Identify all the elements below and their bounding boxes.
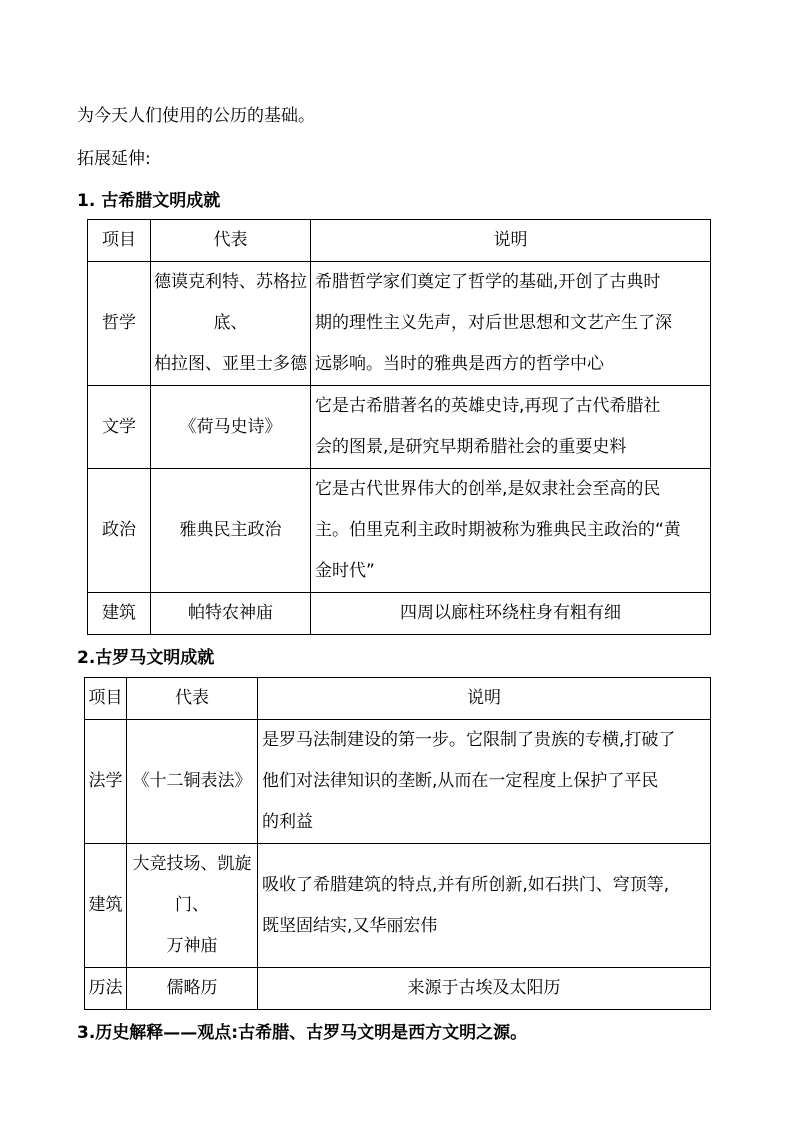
rep-line: 《荷马史诗》 bbox=[179, 416, 282, 437]
row-desc bbox=[311, 469, 711, 593]
desc-line: 四周以廊柱环绕柱身有粗有细 bbox=[400, 603, 621, 623]
desc-line: 期的理性主义先声，对后世思想和文艺产生了深 bbox=[315, 313, 672, 333]
table-header-row bbox=[88, 220, 711, 262]
rep-line: 柏拉图、亚里士多德 bbox=[154, 354, 307, 374]
row-desc bbox=[258, 968, 711, 1010]
row-item: 哲学 bbox=[88, 262, 151, 386]
table-row bbox=[88, 386, 711, 469]
table-row bbox=[88, 469, 711, 593]
rep-line: 底、 bbox=[213, 313, 248, 333]
expand-label: 拓展延伸: bbox=[77, 149, 151, 169]
row-desc bbox=[311, 386, 711, 469]
desc-line: 主。伯里克利主政时期被称为雅典民主政治的“黄 bbox=[315, 520, 681, 540]
rep-line: 雅典民主政治 bbox=[179, 520, 282, 540]
rep-line: 帕特农神庙 bbox=[188, 603, 273, 623]
row-rep bbox=[151, 386, 311, 469]
greek-achievements-table bbox=[87, 219, 711, 635]
row-item: 历法 bbox=[85, 968, 127, 1010]
section1-title: 1. 古希腊文明成就 bbox=[77, 191, 221, 211]
rep-line: 门、 bbox=[175, 895, 209, 915]
row-item: 建筑 bbox=[85, 844, 127, 968]
header-item: 项目 bbox=[85, 678, 127, 720]
rep-line: 儒略历 bbox=[166, 978, 218, 998]
row-item: 建筑 bbox=[88, 593, 151, 635]
desc-line: 远影响。当时的雅典是西方的哲学中心 bbox=[315, 354, 604, 374]
table-row bbox=[85, 844, 711, 968]
header-desc: 说明 bbox=[258, 678, 711, 720]
row-rep bbox=[127, 844, 258, 968]
row-rep bbox=[151, 593, 311, 635]
desc-line: 吸收了希腊建筑的特点,并有所创新,如石拱门、穹顶等, bbox=[262, 874, 670, 895]
table-header-row bbox=[85, 678, 711, 720]
table-row bbox=[85, 720, 711, 844]
row-rep bbox=[151, 262, 311, 386]
table-row bbox=[88, 593, 711, 635]
rep-line: 《十二铜表法》 bbox=[132, 771, 252, 791]
row-item: 法学 bbox=[85, 720, 127, 844]
row-desc bbox=[258, 844, 711, 968]
desc-line: 他们对法律知识的垄断,从而在一定程度上保护了平民 bbox=[262, 771, 659, 791]
desc-line: 金时代” bbox=[315, 561, 375, 581]
desc-line: 是罗马法制建设的第一步。它限制了贵族的专横,打破了 bbox=[262, 730, 676, 750]
desc-line: 希腊哲学家们奠定了哲学的基础,开创了古典时 bbox=[315, 272, 661, 292]
row-rep bbox=[127, 968, 258, 1010]
desc-line: 它是古代世界伟大的创举,是奴隶社会至高的民 bbox=[315, 479, 661, 499]
row-item: 政治 bbox=[88, 469, 151, 593]
row-desc bbox=[311, 593, 711, 635]
desc-line: 的利益 bbox=[262, 812, 313, 832]
header-item: 项目 bbox=[88, 220, 151, 262]
desc-line: 既坚固结实,又华丽宏伟 bbox=[262, 915, 438, 936]
desc-line: 会的图景,是研究早期希腊社会的重要史料 bbox=[315, 437, 627, 457]
row-desc bbox=[258, 720, 711, 844]
row-item: 文学 bbox=[88, 386, 151, 469]
desc-line: 来源于古埃及太阳历 bbox=[407, 978, 561, 998]
intro-line: 为今天人们使用的公历的基础。 bbox=[77, 106, 315, 126]
table-row bbox=[88, 262, 711, 386]
roman-achievements-table bbox=[84, 677, 711, 1010]
rep-line: 万神庙 bbox=[166, 936, 218, 956]
desc-line: 它是古希腊著名的英雄史诗,再现了古代希腊社 bbox=[315, 396, 661, 416]
row-rep bbox=[127, 720, 258, 844]
rep-line: 德谟克利特、苏格拉 bbox=[154, 272, 307, 292]
header-desc: 说明 bbox=[311, 220, 711, 262]
header-rep: 代表 bbox=[151, 220, 311, 262]
section2-title: 2.古罗马文明成就 bbox=[77, 648, 215, 668]
section3-title: 3.历史解释——观点:古希腊、古罗马文明是西方文明之源。 bbox=[77, 1023, 528, 1043]
row-rep bbox=[151, 469, 311, 593]
rep-line: 大竞技场、凯旋 bbox=[132, 854, 252, 874]
row-desc bbox=[311, 262, 711, 386]
header-rep: 代表 bbox=[127, 678, 258, 720]
table-row bbox=[85, 968, 711, 1010]
